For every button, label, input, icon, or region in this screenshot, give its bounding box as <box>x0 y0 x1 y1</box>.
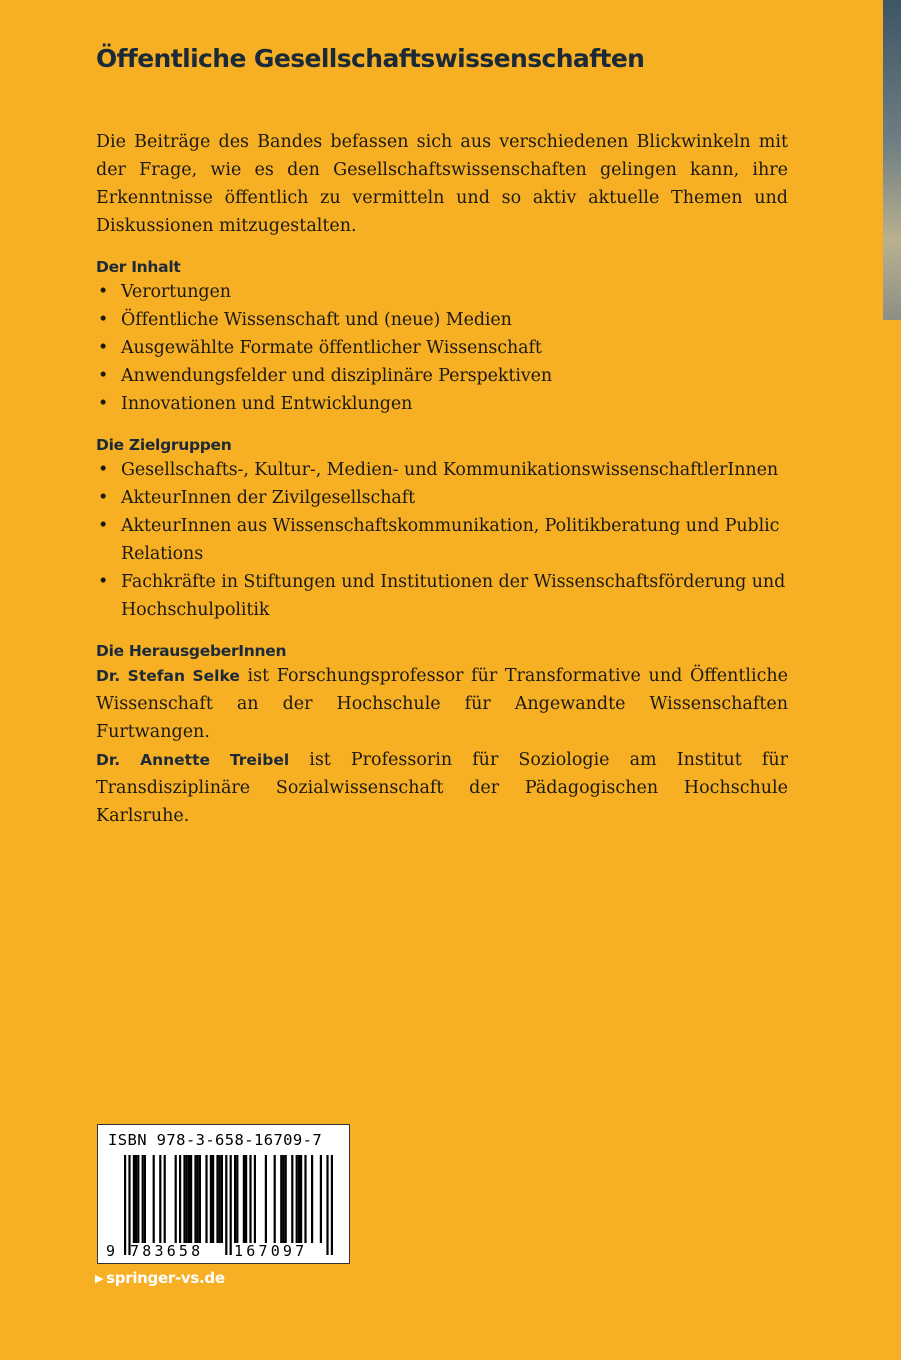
editor-bio <box>96 746 788 830</box>
editor-text: ist Professorin für Soziologie am Institut für Transdisziplinäre Sozialwissenschaft der Pädagogischen Hochschule Karlsruhe. <box>96 750 788 826</box>
barcode-bar <box>320 1155 322 1243</box>
barcode-bar <box>199 1155 201 1243</box>
barcode-bar <box>188 1155 190 1243</box>
barcode-bar <box>142 1155 144 1243</box>
barcode-bar <box>280 1155 282 1243</box>
publisher-link[interactable] <box>95 1269 225 1287</box>
ean-right-digits: 167097 <box>234 1242 308 1260</box>
list-item: • Fachkräfte in Stiftungen und Institutionen der Wissenschaftsförderung und Hochschulpolitik <box>96 568 788 624</box>
barcode-bar <box>144 1155 146 1243</box>
barcode-bar <box>216 1155 218 1243</box>
zielgruppen-heading: Die Zielgruppen <box>96 436 232 454</box>
list-item: • AkteurInnen aus Wissenschaftskommunikation, Politikberatung und Public Relations <box>96 512 788 568</box>
barcode-bar <box>236 1155 238 1243</box>
barcode-bar <box>194 1155 196 1243</box>
barcode-bar <box>234 1155 236 1243</box>
barcode-bar <box>210 1155 212 1243</box>
barcode-bar <box>190 1155 192 1243</box>
barcode-bar <box>274 1155 276 1243</box>
barcode-bar <box>230 1155 232 1255</box>
ean-digits <box>98 1243 349 1261</box>
barcode-bar <box>164 1155 166 1243</box>
barcode-bar <box>265 1155 267 1243</box>
barcode-bar <box>291 1155 293 1243</box>
editor-name: Dr. Stefan Selke <box>96 667 240 685</box>
inhalt-heading: Der Inhalt <box>96 258 181 276</box>
barcode-bar <box>285 1155 287 1243</box>
zielgruppen-list <box>96 456 788 624</box>
barcode-bar <box>153 1155 155 1243</box>
book-title: Öffentliche Gesellschaftswissenschaften <box>96 44 645 73</box>
barcode-bar <box>179 1155 181 1243</box>
barcode-bar <box>124 1155 126 1255</box>
ean-left-digits: 783658 <box>130 1242 204 1260</box>
list-item: • Anwendungsfelder und disziplinäre Perspektiven <box>96 362 788 390</box>
barcode-bar <box>304 1155 306 1243</box>
barcode-bar <box>326 1155 328 1255</box>
editor-name: Dr. Annette Treibel <box>96 751 290 769</box>
inhalt-list <box>96 278 788 418</box>
barcode-bar <box>159 1155 161 1243</box>
list-item: • Innovationen und Entwicklungen <box>96 390 788 418</box>
list-item: • Gesellschafts-, Kultur-, Medien- und KommunikationswissenschaftlerInnen <box>96 456 788 484</box>
barcode-bar <box>221 1155 223 1243</box>
barcode-bar <box>175 1155 177 1243</box>
barcode-bar <box>135 1155 137 1243</box>
herausgeber-heading: Die HerausgeberInnen <box>96 642 287 660</box>
list-item: • Verortungen <box>96 278 788 306</box>
play-arrow-icon: ▶ <box>95 1272 104 1285</box>
barcode-bar <box>300 1155 302 1243</box>
barcode-bar <box>128 1155 130 1255</box>
barcode-bar <box>133 1155 135 1243</box>
barcode-bar <box>219 1155 221 1243</box>
barcode-bar <box>212 1155 214 1243</box>
barcode-bar <box>282 1155 284 1243</box>
barcode-bar <box>298 1155 300 1243</box>
barcode-bar <box>249 1155 251 1243</box>
barcode-bar <box>243 1155 245 1243</box>
publisher-url: springer-vs.de <box>106 1269 225 1287</box>
barcode-bar <box>245 1155 247 1243</box>
barcode-bar <box>205 1155 207 1243</box>
editor-bio <box>96 662 788 746</box>
intro-paragraph: Die Beiträge des Bandes befassen sich aus verschiedenen Blickwinkeln mit der Frage, wie es den Gesellschaftswissenschaften gelingen kann, ihre Erkenntnisse öffentlich zu vermitteln und so aktiv aktuelle Themen und Diskussionen mitzugestalten. <box>96 132 788 236</box>
list-item: • AkteurInnen der Zivilgesellschaft <box>96 484 788 512</box>
barcode-bar <box>254 1155 256 1243</box>
barcode-bar <box>311 1155 313 1243</box>
barcode-bar <box>331 1155 333 1255</box>
barcode-bar <box>186 1155 188 1243</box>
back-cover-text <box>96 128 788 830</box>
editor-text: ist Forschungsprofessor für Transformative und Öffentliche Wissenschaft an der Hochschule für Angewandte Wissenschaften Furtwangen. <box>96 666 788 742</box>
barcode-bar <box>183 1155 185 1243</box>
isbn-barcode <box>97 1124 350 1264</box>
barcode-bar <box>225 1155 227 1255</box>
barcode-bar <box>137 1155 139 1243</box>
list-item: • Öffentliche Wissenschaft und (neue) Medien <box>96 306 788 334</box>
barcode-bar <box>197 1155 199 1243</box>
cover-edge-strip <box>883 0 901 320</box>
isbn-label: ISBN 978-3-658-16709-7 <box>108 1131 323 1149</box>
list-item: • Ausgewählte Formate öffentlicher Wissenschaft <box>96 334 788 362</box>
ean-first-digit: 9 <box>106 1242 116 1260</box>
barcode-bar <box>296 1155 298 1243</box>
